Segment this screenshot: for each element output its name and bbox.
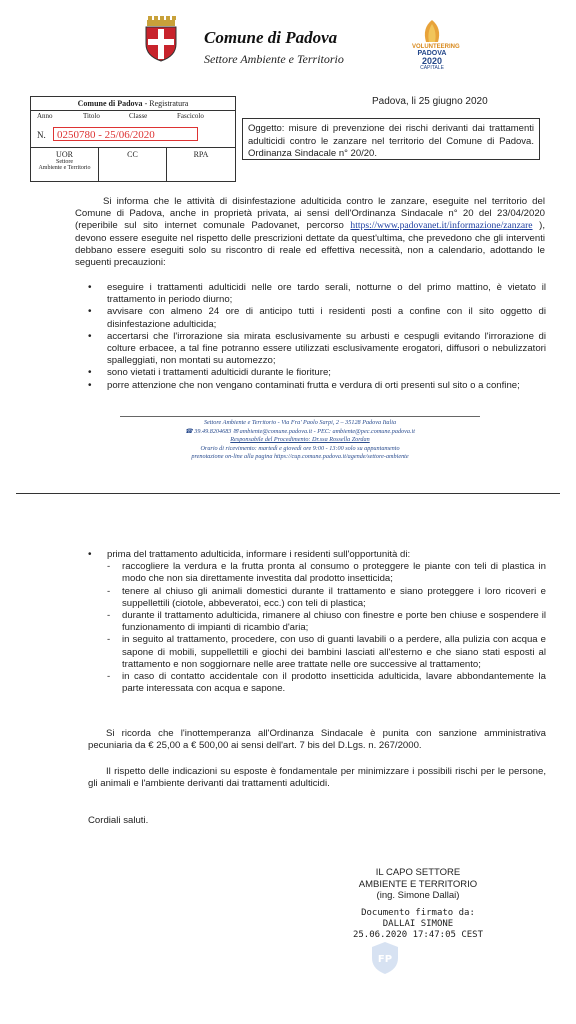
footer-booking: prenotazione on-line alla pagina https://cup.comune.padova.it/agende/settore-ambiente <box>191 453 409 461</box>
list-item: • eseguire i trattamenti adulticidi nelle ore tardo serali, notturne o del primo mattino, è vietato il trattamento in periodo diurno; <box>88 282 546 306</box>
resident-advice-list <box>88 549 546 695</box>
list-subitem: - in caso di contatto accidentale con il prodotto insetticida adulticida, lavare abbondantemente la parte interessata con acqua e sapone. <box>107 671 546 695</box>
col-classe: Classe <box>129 112 148 120</box>
subitem-text: raccogliere la verdura e la frutta pronta al consumo o proteggere le piante con teli di plastica in modo che non sia direttamente investita dal prodotto insetticida; <box>122 561 546 585</box>
precautions-list <box>88 282 546 392</box>
subitem-text: durante il trattamento adulticida, rimanere al chiuso con finestre e porte ben chiuse e sospendere il funzionamento di impianti di ricambio d'aria; <box>122 610 546 634</box>
svg-text:FP: FP <box>377 954 393 965</box>
signer-role: IL CAPO SETTORE <box>375 867 461 878</box>
subject-box: Oggetto: misure di prevenzione dei rischi derivanti dai trattamenti adulticidi contro le zanzare nel territorio del Comune di Padova. Ordinanza Sindacale n° 20/20. <box>242 118 540 160</box>
uor-cell <box>31 148 99 181</box>
subitem-text: tenere al chiuso gli animali domestici durante il trattamento e siano proteggere i loro ricoveri e suppellettili (ciotole, abbeveratoi, ecc.) con teli di plastica; <box>122 585 546 609</box>
padovanet-link[interactable]: https://www.padovanet.it/informazione/zanzare <box>350 220 533 232</box>
registry-heading <box>31 97 235 111</box>
padova-crest-logo <box>143 16 179 62</box>
registry-bottom-row <box>31 148 235 181</box>
padova-2020-logo <box>412 18 460 74</box>
list-subitem: - in seguito al trattamento, procedere, con uso di guanti lavabili o a perdere, alla pulizia con acqua e sapone di mobili, suppellettili e giochi dei bambini lasciati all'esterno e che siano stati esposti al trattamento e non soggiornare nelle aree trattate nelle ore successive al trattamento; <box>107 634 546 670</box>
uor-label: UOR <box>56 150 73 159</box>
page-footer <box>120 419 480 462</box>
footer-responsible: Responsabile del Procedimento: Dr.ssa Rossella Zordan <box>230 436 370 444</box>
footer-hours: Orario di ricevimento: martedì e giovedì ore 9:00 - 13:00 solo su appuntamento <box>200 444 400 452</box>
sanction-paragraph <box>88 728 546 752</box>
number-label: N. <box>37 130 46 140</box>
registry-heading-bold: Comune di Padova <box>77 99 143 108</box>
footer-address: Settore Ambiente e Territorio - Via Fra' Paolo Sarpi, 2 – 35128 Padova Italia <box>203 419 397 426</box>
page-break-line <box>16 493 560 494</box>
closing-greeting: Cordiali saluti. <box>88 815 149 826</box>
list-subitem: - raccogliere la verdura e la frutta pronta al consumo o proteggere le piante con teli di plastica in modo che non sia direttamente investita dal prodotto insetticida; <box>107 561 546 585</box>
sanction-text: Si ricorda che l'inottemperanza all'Ordinanza Sindacale è punita con sanzione amministrativa pecuniaria da € 25,00 a € 500,00 ai sensi dell'art. 7 bis del D.Lgs. n. 267/2000. <box>88 728 546 752</box>
list-item: • accertarsi che l'irrorazione sia mirata esclusivamente su arbusti e cespugli evitando l'irrorazione di colture erbacee, a tal fine potranno essere utilizzati esclusivamente erogatori, diffusori o nebulizzatori spalleggiati, non montati su automezzo; <box>88 331 546 368</box>
page-subtitle: Settore Ambiente e Territorio <box>204 52 344 66</box>
rpa-cell <box>167 148 235 181</box>
list-item: • prima del trattamento adulticida, informare i residenti sull'opportunità di: <box>88 549 546 561</box>
footer-contacts: ☎ 39.49.8204683 ✉ ambiente@comune.padova.it - PEC: ambiente@pec.comune.padova.it <box>185 427 415 435</box>
col-titolo: Titolo <box>83 112 100 120</box>
list-subitem: - tenere al chiuso gli animali domestici durante il trattamento e siano proteggere i loro ricoveri e suppellettili (ciotole, abbeveratoi, ecc.) con teli di plastica; <box>107 585 546 609</box>
signer-department: AMBIENTE E TERRITORIO <box>358 878 478 890</box>
signed-timestamp: 25.06.2020 17:47:05 CEST <box>352 930 484 940</box>
footer-divider <box>120 416 480 417</box>
list-item: • sono vietati i trattamenti adulticidi durante le fioriture; <box>88 367 546 379</box>
subitem-text: in caso di contatto accidentale con il prodotto insetticida adulticida, lavare abbondantemente la parte interessata con acqua e sapone. <box>122 671 546 695</box>
col-fascicolo: Fascicolo <box>177 112 204 120</box>
registry-number-row <box>31 121 235 148</box>
compliance-text: Il rispetto delle indicazioni su esposte è fondamentale per minimizzare i possibili rischi per le persone, gli animali e l'ambiente derivanti dai trattamenti adulticidi. <box>88 766 546 790</box>
list-subitem: - durante il trattamento adulticida, rimanere al chiuso con finestre e porte ben chiuse e sospendere il funzionamento di impianti di ricambio d'aria; <box>107 610 546 634</box>
page-title: Comune di Padova <box>204 28 338 47</box>
digital-signature <box>320 908 516 941</box>
intro-paragraph <box>75 196 545 269</box>
signer-name: (ing. Simone Dallai) <box>376 890 460 901</box>
rpa-label: RPA <box>193 150 209 159</box>
list-item: • avvisare con almeno 24 ore di anticipo tutti i residenti posti a confine con il sito oggetto di disinfestazione adulticida; <box>88 306 546 330</box>
date-line: Padova, li 25 giugno 2020 <box>372 96 488 107</box>
logo-text-year: 2020 <box>421 56 443 66</box>
cc-cell <box>99 148 167 181</box>
registry-heading-rest: - Registratura <box>142 99 189 108</box>
signed-by-label: Documento firmato da: <box>361 908 475 918</box>
cc-label: CC <box>127 150 138 159</box>
registry-box <box>30 96 236 182</box>
uor-sub2: Ambiente e Territorio <box>38 165 91 171</box>
uor-sub1: Settore <box>56 159 73 165</box>
protocol-number: 0250780 - 25/06/2020 <box>53 127 198 141</box>
intro-text-2: ), devono essere eseguite nel rispetto delle prescrizioni dettate da quest'ultima, che prevedono che gli interventi debbano essere eseguiti solo su riscontro di reale ed effettiva necessità, non a calendario, adottando le seguenti precauzioni: <box>75 220 545 269</box>
compliance-paragraph <box>88 766 546 790</box>
intro-text-1: Si informa che le attività di disinfestazione adulticida contro le zanzare, eseguite nel territorio del Comune di Padova, anche in proprietà privata, ai sensi dell'Ordinanza Sindacale n° 20 del 23/04/2020 (reperibile sul sito internet comunale Padovanet, percorso <box>75 196 545 232</box>
list-item: • porre attenzione che non vengano contaminati frutta e verdura di orti presenti sul sito o a confine; <box>88 380 546 392</box>
signed-by-name: DALLAI SIMONE <box>382 919 454 929</box>
registry-columns <box>31 111 235 121</box>
logo-text-padova: PADOVA <box>417 50 447 57</box>
subitem-text: in seguito al trattamento, procedere, con uso di guanti lavabili o a perdere, alla pulizia con acqua e sapone di mobili, suppellettili e giochi dei bambini lasciati all'esterno e che siano stati esposti al trattamento e non soggiornare nelle aree trattate nelle ore successive al trattamento; <box>122 634 546 670</box>
signature-block <box>338 867 498 902</box>
logo-text-capitale: CAPITALE <box>420 65 444 71</box>
col-anno: Anno <box>37 112 53 120</box>
logo-text-volunteering: VOLUNTEERING <box>412 44 460 50</box>
signature-seal-icon <box>370 941 400 975</box>
